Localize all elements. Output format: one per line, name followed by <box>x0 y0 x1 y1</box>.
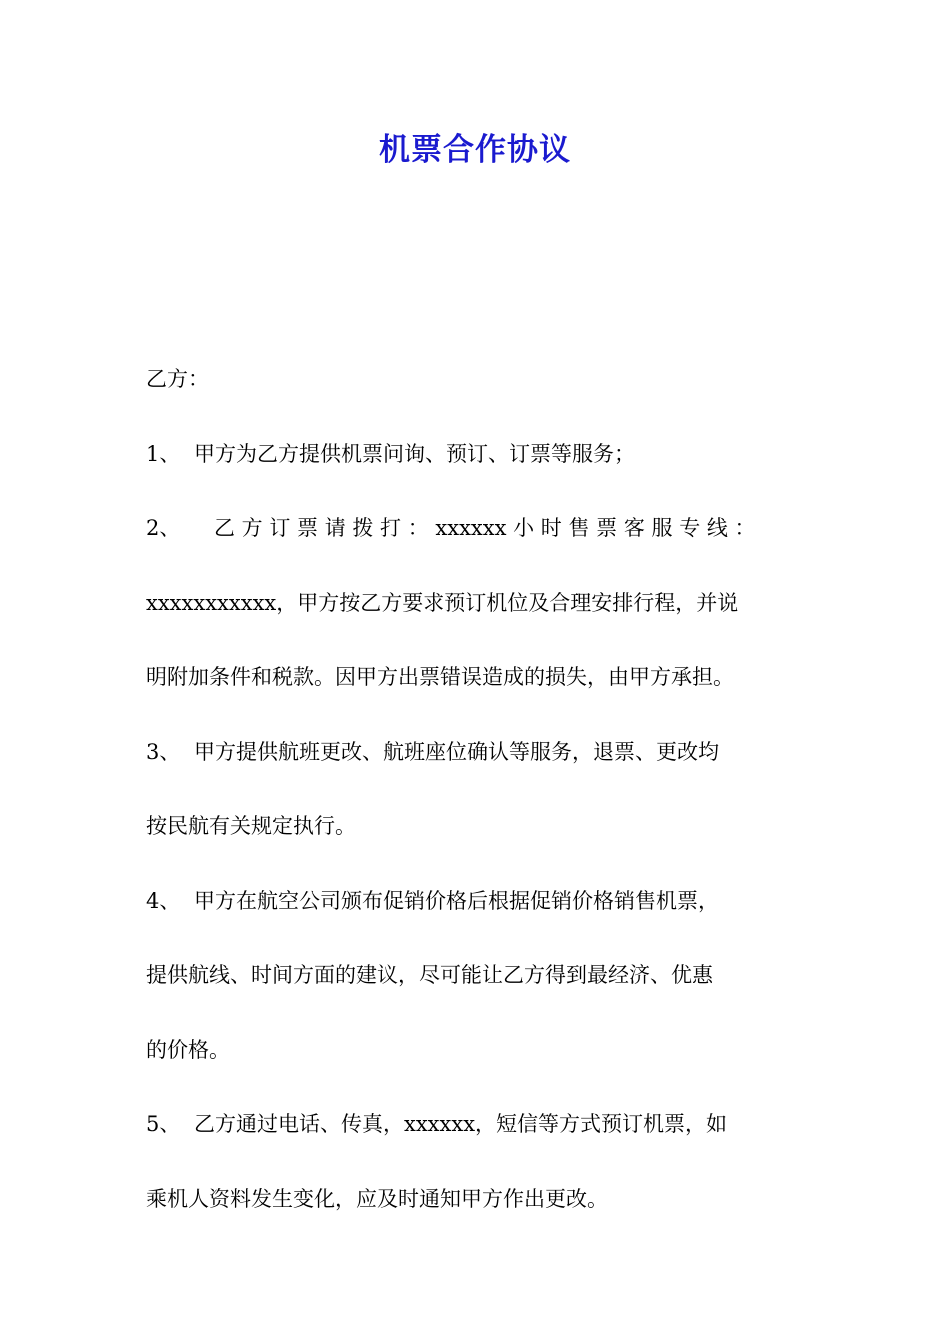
clause-text: 乙 方 订 票 请 拨 打 ： xxxxxx 小 时 售 票 客 服 专 线 ： <box>214 516 756 540</box>
clause-text: 甲方在航空公司颁布促销价格后根据促销价格销售机票， <box>194 888 719 913</box>
clause-number: 5、 <box>146 1112 181 1136</box>
clause-text: 甲方为乙方提供机票问询、预订、订票等服务； <box>194 441 635 466</box>
clause-number: 3、 <box>146 739 181 764</box>
document-body <box>146 342 808 1236</box>
clause-text-continued: xxxxxxxxxxx，甲方按乙方要求预订机位及合理安排行程，并说 <box>146 590 739 615</box>
clause-text-continued: 乘机人资料发生变化，应及时通知甲方作出更改。 <box>146 1186 608 1211</box>
clause-number: 1、 <box>146 441 181 466</box>
clause-text: 甲方提供航班更改、航班座位确认等服务，退票、更改均 <box>194 739 719 764</box>
clause-text-continued: 的价格。 <box>146 1037 230 1062</box>
clause-text-continued: 按民航有关规定执行。 <box>146 814 356 838</box>
clause-text-continued: 明附加条件和税款。因甲方出票错误造成的损失，由甲方承担。 <box>146 665 734 689</box>
document-title: 机票合作协议 <box>379 132 571 168</box>
clause-5 <box>146 1087 808 1162</box>
clause-number: 2、 <box>146 516 181 540</box>
party-b-label: 乙方： <box>146 367 209 391</box>
clause-number: 4、 <box>146 888 181 913</box>
clause-text: 乙方通过电话、传真，xxxxxx，短信等方式预订机票，如 <box>194 1112 728 1136</box>
clause-text-continued: 提供航线、时间方面的建议，尽可能让乙方得到最经济、优惠 <box>146 963 713 987</box>
clause-1 <box>146 417 808 492</box>
clause-2 <box>146 491 808 566</box>
clause-3 <box>146 715 808 790</box>
clause-4 <box>146 864 808 939</box>
